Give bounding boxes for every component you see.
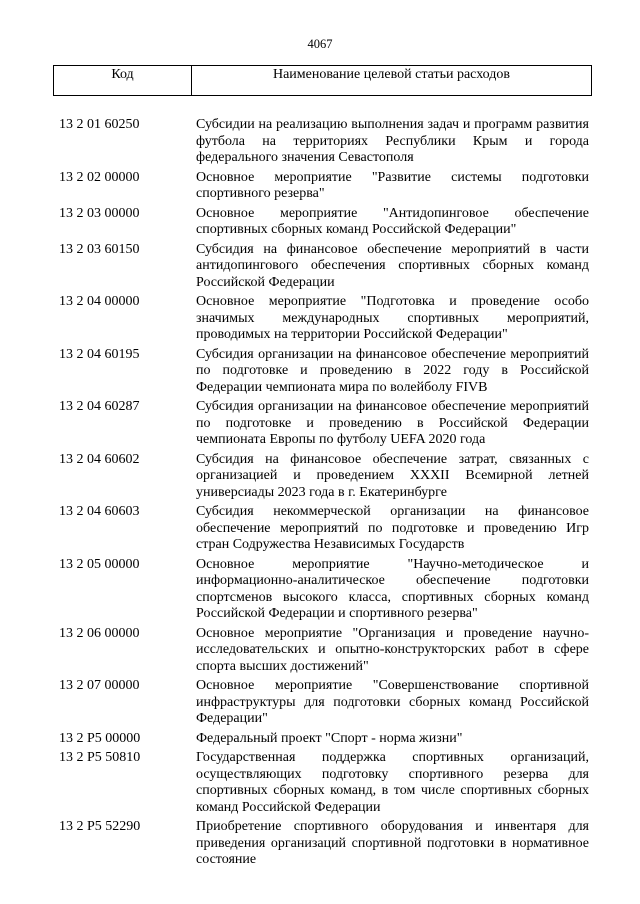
row-code: 13 2 P5 00000 bbox=[59, 730, 141, 746]
table-header bbox=[53, 65, 592, 96]
row-code: 13 2 P5 52290 bbox=[59, 819, 141, 834]
row-name: Субсидия организации на финансовое обеспечение мероприятий по подготовке и проведению в Российской Федерации чемпионата Европы по футболу UEFA 2020 года bbox=[196, 399, 589, 447]
row-code: 13 2 01 60250 bbox=[59, 117, 140, 132]
table-row bbox=[0, 731, 640, 748]
table-row bbox=[0, 626, 640, 676]
table-row bbox=[0, 294, 640, 344]
row-name: Основное мероприятие "Организация и проведение научно-исследовательских и опытно-конструкторских работ в сфере спорта высших достижений" bbox=[196, 625, 589, 674]
row-name: Федеральный проект "Спорт - норма жизни" bbox=[196, 730, 463, 746]
row-code: 13 2 03 60150 bbox=[59, 241, 140, 257]
row-code: 13 2 05 00000 bbox=[59, 556, 140, 572]
row-name: Основное мероприятие "Развитие системы подготовки спортивного резерва" bbox=[196, 169, 589, 201]
table-row bbox=[0, 557, 640, 623]
code-column-header: Код bbox=[54, 66, 192, 95]
table-row bbox=[0, 399, 640, 449]
row-name: Основное мероприятие "Научно-методическое и информационно-аналитическое обеспечение подготовки спортсменов высокого класса, спортивных сборных команд Российской Федерации и спортивного резерва" bbox=[196, 556, 589, 621]
row-code: 13 2 02 00000 bbox=[59, 169, 140, 185]
row-name: Субсидия некоммерческой организации на финансовое обеспечение мероприятий по подготовке и проведению Игр стран Содружества Независимых Государств bbox=[196, 504, 589, 552]
page-number: 4067 bbox=[307, 37, 333, 51]
table-row bbox=[0, 750, 640, 816]
row-code: 13 2 04 00000 bbox=[59, 294, 140, 309]
table-row bbox=[0, 170, 640, 203]
budget-items-list bbox=[0, 117, 640, 872]
row-code: 13 2 06 00000 bbox=[59, 625, 140, 641]
row-code: 13 2 07 00000 bbox=[59, 678, 140, 693]
row-code: 13 2 P5 50810 bbox=[59, 750, 141, 765]
table-row bbox=[0, 819, 640, 869]
table-row bbox=[0, 347, 640, 397]
table-row bbox=[0, 504, 640, 554]
row-name: Субсидия организации на финансовое обеспечение мероприятий по подготовке и проведению в 2022 году в Российской Федерации чемпионата мира по волейболу FIVB bbox=[196, 346, 589, 395]
row-name: Субсидии на реализацию выполнения задач и программ развития футбола на территориях Республики Крым и города федерального значения Севастополя bbox=[196, 117, 589, 165]
row-code: 13 2 04 60602 bbox=[59, 451, 140, 467]
table-row bbox=[0, 678, 640, 728]
row-name: Основное мероприятие "Антидопинговое обеспечение спортивных сборных команд Российской Федерации" bbox=[196, 205, 589, 237]
row-name: Субсидия на финансовое обеспечение затрат, связанных с организацией и проведением XXXII Всемирной летней универсиады 2023 года в г. Екатеринбурге bbox=[196, 451, 589, 500]
row-code: 13 2 04 60603 bbox=[59, 504, 140, 519]
row-name: Приобретение спортивного оборудования и инвентаря для приведения организаций спортивной подготовки в нормативное состояние bbox=[196, 819, 589, 867]
name-column-header: Наименование целевой статьи расходов bbox=[272, 67, 511, 82]
table-row bbox=[0, 117, 640, 167]
table-row bbox=[0, 452, 640, 502]
row-name: Государственная поддержка спортивных организаций, осуществляющих подготовку спортивного резерва для спортивных сборных команд, в том числе спортивных сборных команд Российской Федерации bbox=[196, 750, 589, 815]
row-name: Субсидия на финансовое обеспечение мероприятий в части антидопингового обеспечения спортивных сборных команд Российской Федерации bbox=[196, 241, 589, 290]
row-name: Основное мероприятие "Подготовка и проведение особо значимых международных спортивных мероприятий, проводимых на территории Российской Федерации" bbox=[196, 294, 589, 342]
table-row bbox=[0, 242, 640, 292]
row-name: Основное мероприятие "Совершенствование спортивной инфраструктуры для подготовки сборных команд Российской Федерации" bbox=[196, 678, 589, 726]
row-code: 13 2 03 00000 bbox=[59, 205, 140, 221]
row-code: 13 2 04 60195 bbox=[59, 346, 140, 362]
table-row bbox=[0, 206, 640, 239]
row-code: 13 2 04 60287 bbox=[59, 399, 140, 414]
